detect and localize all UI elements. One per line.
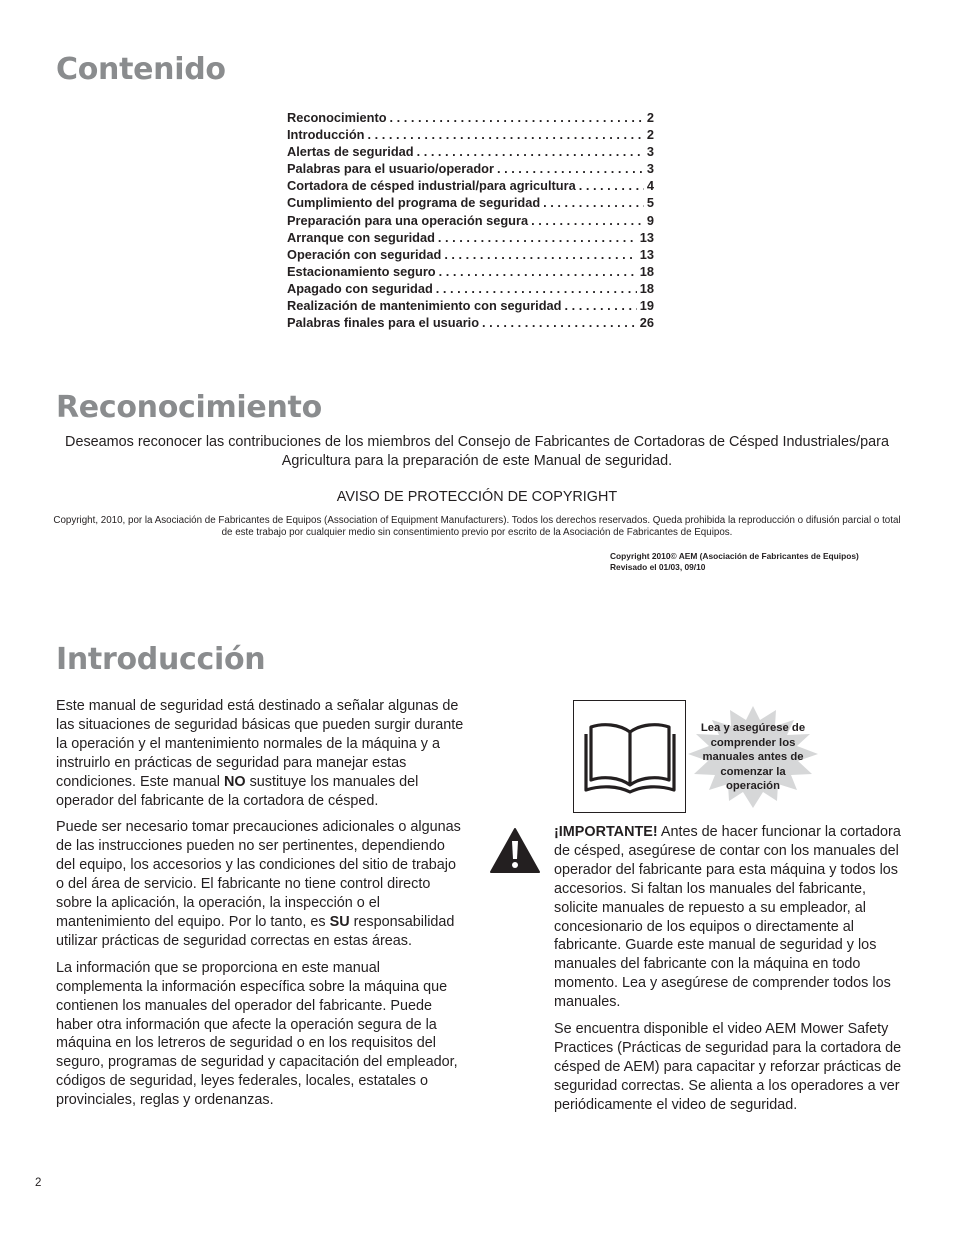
toc-leader-dots [497,161,644,176]
introduction-heading: Introducción [56,642,266,677]
toc-entry-page: 3 [646,161,654,177]
toc-entry [287,144,654,161]
toc-entry-title: Apagado con seguridad [287,280,433,296]
toc-entry-page: 5 [646,195,654,211]
intro-p1-text-a: Este manual de seguridad está destinado a señalar algunas de las situaciones de seguridad básicas que pueden surgir durante la operación y el mantenimiento normales de la máquina y a instruirlo en prácticas de seguridad para manejar estas condiciones. Este manual [56,698,464,790]
copyright-heading: AVISO DE PROTECCIÓN DE COPYRIGHT [336,489,618,505]
manual-caption: Lea y asegúrese de comprender los manuales antes de comenzar la operación [700,722,806,793]
toc-entry-title: Palabras para el usuario/operador [287,161,494,177]
video-paragraph: Se encuentra disponible el video AEM Mower Safety Practices (Prácticas de seguridad para la cortadora de césped de AEM) para capacitar y reforzar prácticas de seguridad correctas. Se alienta a los operadores a ver periódicamente el video de seguridad. [554,1021,902,1113]
revision-note [610,551,859,574]
introduction-right-column [554,823,904,1123]
toc-leader-dots [390,110,644,125]
intro-p2-text-a: Puede ser necesario tomar precauciones adicionales o algunas de las instrucciones pueden no ser pertinentes, dependiendo del equipo, los accesorios y las condiciones del sitio de trabajo o del área de servicio. El fabricante no tiene control directo sobre la aplicación, la operación, la inspección o el mantenimiento del equipo. Por lo tanto, es [56,819,461,930]
introduction-left-column [56,697,466,1118]
toc-leader-dots [482,315,637,330]
toc-entry [287,195,654,212]
toc-entry-title: Realización de mantenimiento con seguridad [287,298,562,314]
toc-entry-page: 26 [639,315,654,331]
table-of-contents [287,110,654,332]
important-paragraph [554,823,904,1012]
toc-entry [287,230,654,247]
intro-paragraph-1 [56,697,466,810]
toc-entry-page: 2 [646,110,654,125]
manual-pictogram [573,700,686,813]
toc-leader-dots [417,144,644,159]
intro-p1-text-b: sustituye los manuales del operador del fabricante de la cortadora de césped. [56,773,419,809]
toc-entry-title: Alertas de seguridad [287,144,414,160]
toc-entry [287,315,654,332]
toc-entry-page: 2 [646,127,654,143]
toc-entry-page: 18 [639,263,654,279]
toc-entry-title: Introducción [287,127,365,143]
toc-entry-title: Arranque con seguridad [287,229,435,245]
toc-entry-title: Preparación para una operación segura [287,212,529,228]
toc-entry-title: Cortadora de césped industrial/para agricultura [287,178,576,194]
toc-entry-page: 3 [646,144,654,160]
toc-leader-dots [439,264,637,279]
toc-entry-title: Reconocimiento [287,110,387,125]
warning-triangle-icon [489,827,541,874]
page-number: 2 [35,1177,42,1189]
toc-entry [287,281,654,298]
copyright-text: Copyright, 2010, por la Asociación de Fabricantes de Equipos (Association of Equipment Manufacturers). Todos los derechos reservados. Queda prohibida la reproducción o difusión parcial o total de este trabajo por cualquier medio sin consentimiento previo por escrito de la Asociación de Fabricantes de Equipos. [53,515,901,539]
toc-entry [287,298,654,315]
toc-leader-dots [531,213,644,228]
toc-entry-page: 9 [646,212,654,228]
intro-p2-emphasis: SU [329,913,350,930]
toc-entry [287,264,654,281]
toc-entry-title: Cumplimiento del programa de seguridad [287,195,541,211]
toc-leader-dots [564,298,636,313]
toc-leader-dots [444,247,636,262]
toc-leader-dots [543,195,644,210]
open-book-icon [583,718,677,796]
revision-line-1: Copyright 2010© AEM (Asociación de Fabricantes de Equipos) [610,551,859,561]
toc-leader-dots [579,178,644,193]
acknowledgment-text: Deseamos reconocer las contribuciones de los miembros del Consejo de Fabricantes de Cortadoras de Césped Industriales/para Agricultura para la preparación de este Manual de seguridad. [65,434,889,469]
toc-entry [287,213,654,230]
toc-entry-page: 18 [639,280,654,296]
toc-entry [287,127,654,144]
contents-heading: Contenido [56,52,226,87]
intro-p2-text-b: responsabilidad utilizar prácticas de seguridad correctas en estas áreas. [56,913,455,949]
toc-leader-dots [438,230,637,245]
toc-leader-dots [368,127,644,142]
toc-entry-page: 4 [646,178,654,194]
toc-entry-title: Palabras finales para el usuario [287,315,480,331]
toc-entry-page: 13 [639,246,654,262]
toc-leader-dots [436,281,637,296]
intro-p1-emphasis: NO [224,773,246,790]
important-label: ¡IMPORTANTE! [554,824,658,840]
intro-paragraph-3: La información que se proporciona en este manual complementa la información específica sobre la máquina que contienen los manuales del operador del fabricante. Puede haber otra información que afecte la operación segura de la máquina en los letreros de seguridad o en los requisitos del seguro, programas de seguridad y capacitación del empleador, códigos de seguridad, leyes federales, locales, estatales o provinciales, reglas y ordenanzas. [56,959,458,1109]
toc-entry-page: 19 [639,298,654,314]
toc-entry [287,247,654,264]
toc-entry [287,178,654,195]
toc-entry [287,161,654,178]
toc-entry-title: Estacionamiento seguro [287,263,436,279]
revision-line-2: Revisado el 01/03, 09/10 [610,562,706,573]
toc-entry-title: Operación con seguridad [287,246,442,262]
important-text: Antes de hacer funcionar la cortadora de césped, asegúrese de contar con los manuales del operador del fabricante para esta máquina y todos los accesorios. Si faltan los manuales del fabricante, solicite manuales de repuesto a su empleador, al concesionario de los equipos o directamente al fabricante. Guarde este manual de seguridad y los manuales del fabricante con la máquina en todo momento. Lea y asegúrese de comprender todos los manuales. [554,824,901,1011]
toc-entry [287,110,654,127]
intro-paragraph-2 [56,818,466,950]
toc-entry-page: 13 [639,229,654,245]
acknowledgment-heading: Reconocimiento [56,390,322,425]
